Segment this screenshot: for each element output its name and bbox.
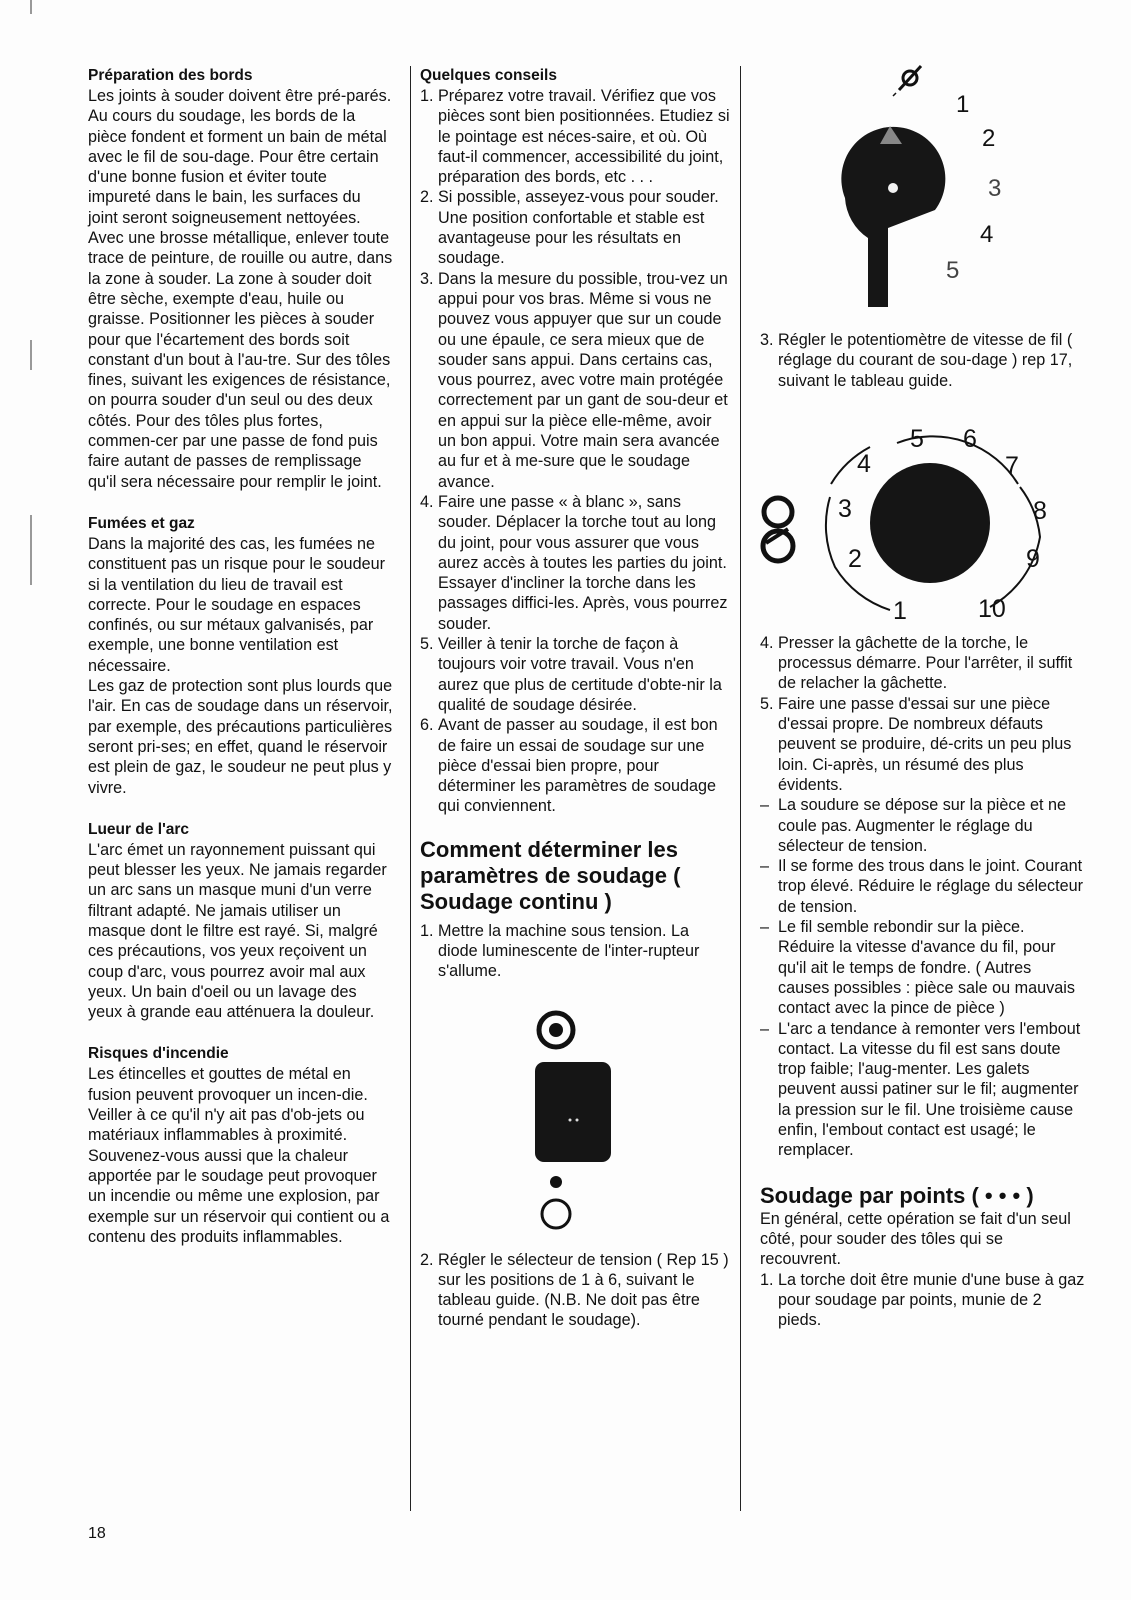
list-item: 3. Régler le potentiomètre de vitesse de fil ( réglage du courant de sou-dage ) rep 17, suivant le tableau guide.	[760, 331, 1073, 390]
section-title: Lueur de l'arc	[88, 820, 190, 838]
section-fumees	[88, 514, 393, 798]
section-body: Dans la majorité des cas, les fumées ne constituent pas un risque pour le soudeur si la ventilation du lieu de travail est correcte. Pour le soudage en espaces confinés, ou sur métaux galvanisés, par exemple, une bonne ventilation est nécessaire.	[88, 534, 385, 675]
list-item: 1. Mettre la machine sous tension. La diode luminescente de l'inter-rupteur s'allume.	[420, 921, 700, 981]
column-divider	[740, 66, 741, 1511]
list-item: – L'arc a tendance à remonter vers l'embout contact. La vitesse du fil est sans doute trop faible; l'aug-menter. Les galets peuvent aussi patiner sur le fil; augmenter la pression sur le fil. Une troisième cause enfin, l'embout contact est usagé; le remplacer.	[760, 1019, 1081, 1160]
section-incendie	[88, 1044, 393, 1247]
list-item: 4. Presser la gâchette de la torche, le processus démarre. Pour l'arrêter, il suffit de relacher la gâchette.	[760, 633, 1073, 693]
list-item: 4. Faire une passe « à blanc », sans souder. Déplacer la torche tout au long du joint, pour vous assurer que vous aurez accès à toutes les parties du joint. Essayer d'incliner la torche dans les passages diffici-les. Après, vous pourrez souder.	[420, 492, 728, 633]
list-item: 1. La torche doit être munie d'une buse à gaz pour soudage par points, munie de 2 pieds.	[760, 1270, 1085, 1330]
dial-label: 2	[848, 544, 862, 573]
list-item: 3. Dans la mesure du possible, trou-vez un appui pour vos bras. Même si vous ne pouvez vous appuyer que sur un coude ou une épaule, ce sera mieux que de souder sans appui. Dans certains cas, vous pourrez, avec votre main protégée correctement par un gant de sou-deur et en appui sur la pièce elle-même, avoir un bon appui. Votre main sera avancée au fur et à me-sure que le soudage avance.	[420, 269, 728, 491]
section-lueur	[88, 820, 393, 1023]
on-symbol-dot	[549, 1023, 563, 1037]
list-item: 6. Avant de passer au soudage, il est bon de faire un essai de soudage sur une pièce d'essai bien propre, pour déterminer les paramètres de soudage qui conviennent.	[420, 716, 718, 816]
page-number: 18	[88, 1525, 106, 1542]
knob-label: 4	[980, 221, 994, 248]
dial-label: 10	[978, 594, 1006, 623]
list-item: – Il se forme des trous dans le joint. Courant trop élevé. Réduire le réglage du sélecteur de tension.	[760, 857, 1084, 916]
dial-label: 1	[893, 596, 907, 625]
section-body: Les étincelles et gouttes de métal en fusion peuvent provoquer un incen-die. Veiller à ce qu'il n'y ait pas d'ob-jets ou matériaux inflammables à proximité. Souvenez-vous aussi que la chaleur apportée par le soudage peut provoquer un incendie ou même une explosion, par exemple sur un réservoir qui contient ou a contenu des produits inflammables.	[88, 1065, 390, 1246]
off-symbol-dot	[550, 1176, 562, 1188]
knob-dot	[888, 183, 898, 193]
section-body: L'arc émet un rayonnement puissant qui peut blesser les yeux. Ne jamais regarder un arc sans un masque muni d'un verre filtrant adapté. Ne jamais utiliser un masque dont le filtre est rayé. Si, malgré ces précautions, vos yeux reçoivent un coup d'arc, vous pourrez avoir mal aux yeux. Un bain d'oeil ou un lavage des yeux à grande eau atténuera la douleur.	[88, 840, 387, 1022]
binding-mark	[30, 0, 32, 14]
dial-label: 8	[1033, 496, 1047, 525]
knob-label: 3	[988, 175, 1002, 202]
dial-label: 5	[910, 424, 924, 453]
switch-led	[576, 1118, 579, 1121]
heading-points: Soudage par points ( • • • )	[760, 1182, 1034, 1208]
list-item: 2. Si possible, asseyez-vous pour souder. Une position confortable et stable est avantageuse pour les résultats en soudage.	[420, 188, 719, 268]
column-middle	[420, 66, 732, 1331]
section-title: Risques d'incendie	[88, 1045, 229, 1063]
wire-speed-symbol-icon	[763, 498, 793, 561]
section-preparation	[88, 66, 393, 492]
knob-label: 5	[946, 257, 960, 284]
section-title: Fumées et gaz	[88, 514, 195, 532]
knob-label: 2	[982, 125, 996, 152]
off-symbol-icon	[542, 1200, 570, 1228]
power-switch-icon	[535, 1062, 611, 1162]
wire-speed-knob-icon	[870, 463, 990, 583]
list-item: 5. Faire une passe d'essai sur une pièce d'essai propre. De nombreux défauts peuvent se produire, dé-crits un peu plus loin. Ci-après, un résumé des plus évidents.	[760, 694, 1072, 794]
binding-mark	[30, 515, 32, 585]
section-body: Les joints à souder doivent être pré-parés. Au cours du soudage, les bords de la pièce fondent et forment un bain de métal avec le fil de sou-dage. Pour être certain d'une bonne fusion et éviter toute impureté dans le bain, les surfaces du joint seront soigneusement nettoyées. Avec une brosse métallique, enlever toute trace de peinture, de rouille ou autre, dans la zone à souder. La zone à souder doit être sèche, exempte d'eau, huile ou graisse. Positionner les pièces à souder pour que l'écartement des bords soit constant d'un bout à l'au-tre. Sur des tôles fines, suivant les exigences de résistance, on pourra souder d'un seul ou des deux côtés. Pour des tôles plus fortes, commen-cer par une passe de fond puis faire autant de passes de remplissage qu'il sera nécessaire pour remplir le joint.	[88, 87, 393, 491]
dial-label: 7	[1005, 451, 1019, 480]
binding-mark	[30, 340, 32, 370]
list-item: 5. Veiller à tenir la torche de façon à toujours voir votre travail. Vous n'en aurez que plus de certitude d'obte-nir la qualité de soudage désirée.	[420, 635, 722, 714]
list-item: 1. Préparez votre travail. Vérifiez que vos pièces sont bien positionnées. Etudiez si le pointage est néces-saire, et où. Où faut-il commencer, accessibilité du joint, préparation des bords, etc . . .	[420, 87, 730, 187]
wire-speed-figure	[760, 407, 1085, 625]
heading-parametres: Comment déterminer les paramètres de soudage ( Soudage continu )	[420, 836, 681, 914]
dial-label: 6	[963, 424, 977, 453]
section-title: Préparation des bords	[88, 67, 253, 84]
list-item: – Le fil semble rebondir sur la pièce. Réduire la vitesse d'avance du fil, pour qu'il ait le temps de fondre. ( Autres causes possibles : pièce sale ou mauvais contact avec la pince de pièce )	[760, 918, 1075, 1018]
selector-knob-icon	[841, 127, 945, 307]
voltage-selector-figure	[760, 60, 1085, 322]
dial-label: 3	[838, 494, 852, 523]
section-body: Les gaz de protection sont plus lourds que l'air. En cas de soudage dans un réservoir, par exemple, des précautions particulières seront pri-ses; en effet, quand le réservoir est plein de gaz, le soudeur ne peut plus y vivre.	[88, 677, 393, 797]
column-divider	[410, 66, 411, 1511]
tips-list	[420, 86, 732, 817]
power-switch-figure	[420, 982, 732, 1240]
dial-label: 4	[857, 449, 871, 478]
switch-led	[569, 1118, 572, 1121]
list-item: – La soudure se dépose sur la pièce et ne coule pas. Augmenter le réglage du sélecteur de tension.	[760, 796, 1066, 855]
section-title: Quelques conseils	[420, 67, 557, 84]
column-right	[760, 66, 1085, 1330]
section-body: En général, cette opération se fait d'un seul côté, pour souder des tôles qui se recouvrent.	[760, 1209, 1071, 1269]
knob-label: 1	[956, 91, 970, 118]
dial-label: 9	[1026, 544, 1040, 573]
voltage-symbol-icon	[893, 66, 921, 96]
column-left	[88, 66, 393, 1269]
list-item: 2. Régler le sélecteur de tension ( Rep 15 ) sur les positions de 1 à 6, suivant le tableau guide. (N.B. Ne doit pas être tourné pendant le soudage).	[420, 1250, 729, 1330]
